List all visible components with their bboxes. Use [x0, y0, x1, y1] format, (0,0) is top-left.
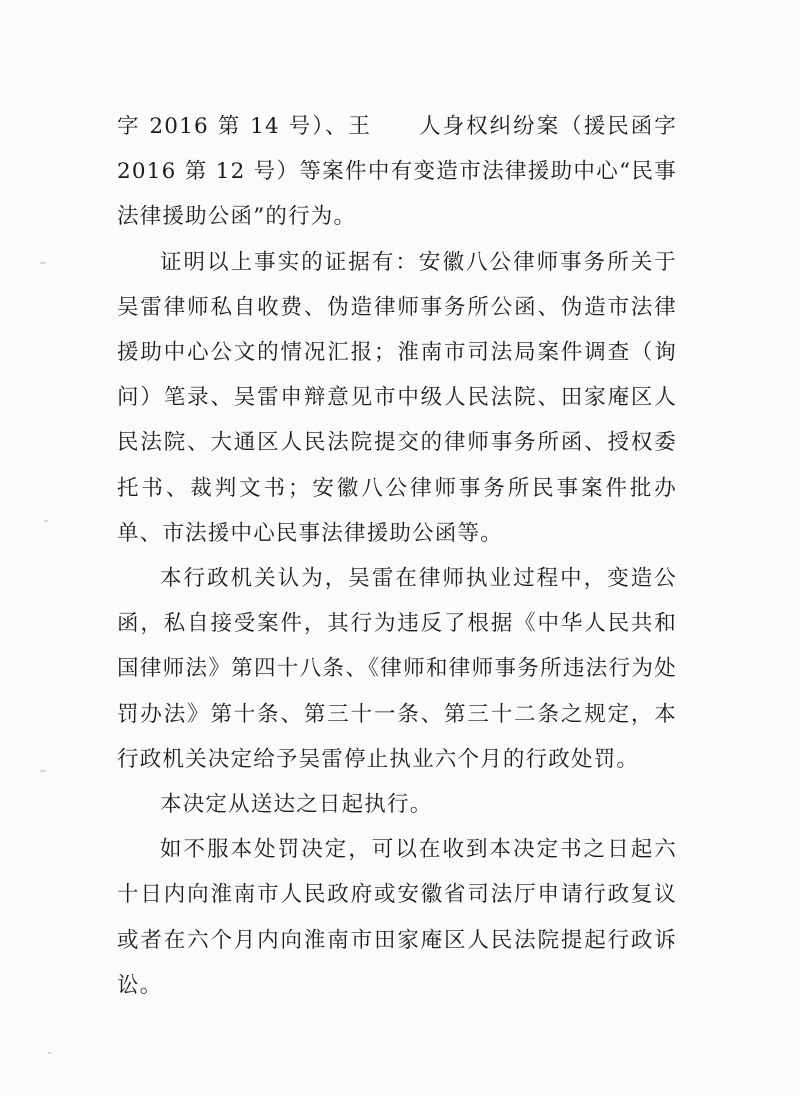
scan-mark — [40, 262, 46, 264]
scan-mark — [48, 1052, 51, 1054]
scan-mark — [40, 770, 46, 772]
paragraph-decision: 本行政机关认为，吴雷在律师执业过程中，变造公函，私自接受案件，其行为违反了根据《中华人民共和国律师法》第四十八条、《律师和律师事务所违法行为处罚办法》第十条、第三十一条、第三十二条之规定，本行政机关决定给予吴雷停止执业六个月的行政处罚。 — [117, 566, 677, 772]
paragraph-evidence: 证明以上事实的证据有：安徽八公律师事务所关于吴雷律师私自收费、伪造律师事务所公函、伪造市法律援助中心公文的情况汇报；淮南市司法局案件调查（询问）笔录、吴雷申辩意见市中级人民法院、田家庵区人民法院、大通区人民法院提交的律师事务所函、授权委托书、裁判文书；安徽八公律师事务所民事案件批办单、市法援中心民事法律援助公函等。 — [117, 249, 677, 546]
paragraph-appeal-rights: 如不服本处罚决定，可以在收到本决定书之日起六十日内向淮南市人民政府或安徽省司法厅申请行政复议或者在六个月内向淮南市田家庵区人民法院提起行政诉讼。 — [117, 837, 677, 998]
document-body — [117, 104, 677, 1008]
scan-mark — [44, 520, 48, 522]
paragraph-case-continuation: 字 2016 第 14 号）、王 人身权纠纷案（援民函字 2016 第 12 号）等案件中有变造市法律援助中心“民事法律援助公函”的行为。 — [117, 114, 677, 230]
paragraph-effective-date: 本决定从送达之日起执行。 — [160, 792, 433, 818]
